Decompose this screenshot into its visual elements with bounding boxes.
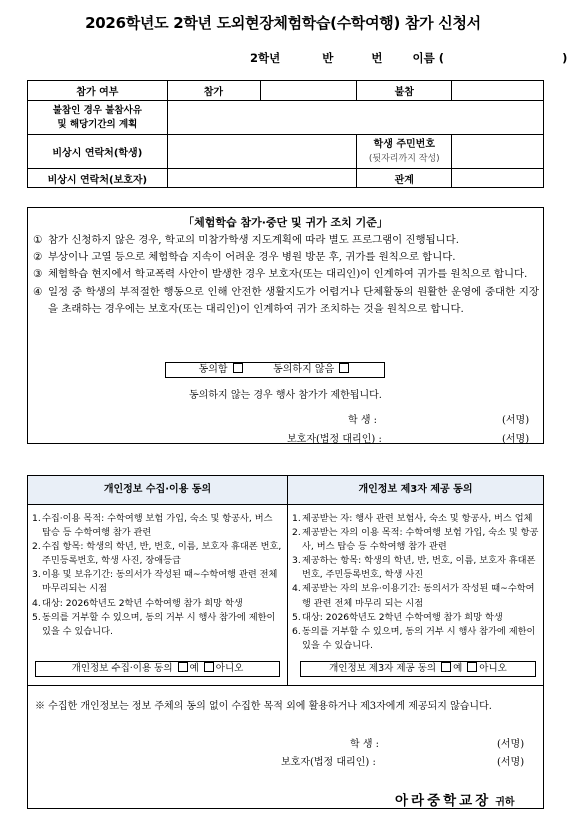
rules-consent-box: [165, 362, 385, 378]
rules-list: [33, 232, 539, 318]
collect-no-label: 아니오: [215, 663, 244, 674]
privacy-third-party-title: 개인정보 제3자 제공 동의: [288, 476, 543, 505]
application-form-table: [27, 80, 544, 188]
privacy-third-party-consent-box: 개인정보 제3자 제공 동의 예 아니오: [300, 661, 536, 677]
list-item: 5. 대상: 2026학년도 2학년 수학여행 참가 희망 학생: [292, 611, 503, 623]
absent-reason-field[interactable]: [167, 101, 543, 135]
privacy-section: [27, 475, 544, 809]
third-yes-label: 예: [453, 663, 463, 674]
rule-item: ③ 체험학습 현지에서 학교폭력 사안이 발생한 경우 보호자(또는 대리인)이 인계하여 귀가를 원칙으로 합니다.: [33, 268, 528, 281]
student-phone-label: 비상시 연락처(학생): [28, 135, 168, 169]
guardian-phone-label: 비상시 연락처(보호자): [28, 169, 168, 188]
third-yes-checkbox[interactable]: [441, 662, 451, 672]
rule-item: ④ 일정 중 학생의 부적절한 행동으로 인해 안전한 생활지도가 어렵거나 단체활동의 원활한 운영에 중대한 지장을 초래하는 경우에는 보호자(또는 대리인)이 인계하여 귀가 조치하는 것을 원칙으로 합니다.: [33, 285, 539, 315]
guardian-sign-label: 보호자(법정 대리인) :: [287, 434, 382, 445]
resident-number-field[interactable]: [452, 135, 544, 169]
consent-warning: 동의하지 않는 경우 행사 참가가 제한됩니다.: [189, 390, 382, 401]
agree-label: 동의함: [198, 364, 228, 375]
disagree-label: 동의하지 않음: [273, 364, 335, 375]
absent-label: 불참: [357, 81, 452, 101]
privacy-student-sign-label: 학 생 :: [350, 739, 380, 750]
guardian-sign-mark: (서명): [502, 434, 530, 445]
privacy-collect-consent-box: 개인정보 수집·이용 동의 예 아니오: [35, 661, 280, 677]
list-item: 5. 동의를 거부할 수 있으며, 동의 거부 시 행사 참가에 제한이 있을 수 있습니다.: [32, 611, 276, 637]
school-principal: [395, 789, 515, 809]
student-id-line: [250, 50, 567, 66]
list-item: 2. 제공받는 자의 이용 목적: 수학여행 보험 가입, 숙소 및 항공사, 버스 탑승 등 수학여행 참가 관련: [292, 527, 539, 553]
list-item: 4. 대상: 2026학년도 2학년 수학여행 참가 희망 학생: [32, 597, 243, 609]
collect-no-checkbox[interactable]: [204, 662, 214, 672]
guardian-phone-field[interactable]: [167, 169, 357, 188]
relation-field[interactable]: [452, 169, 544, 188]
participation-label: 참가 여부: [28, 81, 168, 101]
list-item: 6. 동의를 거부할 수 있으며, 동의 거부 시 행사 참가에 제한이 있을 수 있습니다.: [292, 625, 536, 651]
privacy-collect-title: 개인정보 수집·이용 동의: [28, 476, 287, 505]
attend-label: 참가: [167, 81, 260, 101]
grade-label: 2학년: [250, 51, 281, 65]
section-divider: [28, 685, 543, 686]
third-no-checkbox[interactable]: [467, 662, 477, 672]
privacy-third-party-list: [288, 505, 543, 653]
privacy-student-sign-mark: (서명): [497, 739, 525, 750]
school-name: 아라중학교장: [395, 793, 492, 809]
list-item: 1. 제공받는 자: 행사 관련 보험사, 숙소 및 항공사, 버스 업체: [292, 513, 533, 524]
page-title: 2026학년도 2학년 도외현장체험학습(수학여행) 참가 신청서: [85, 14, 481, 32]
rule-item: ① 참가 신청하지 않은 경우, 학교의 미참가학생 지도계획에 따라 별도 프로그램이 진행됩니다.: [33, 234, 460, 246]
student-phone-field[interactable]: [167, 135, 357, 169]
rules-title: 「체험학습 참가·중단 및 귀가 조치 기준」: [183, 216, 388, 229]
attend-check-cell[interactable]: [260, 81, 357, 101]
list-item: 3. 이용 및 보유기간: 동의서가 작성된 때~수학여행 관련 전체 마무리되는 시점: [32, 569, 278, 595]
privacy-note: ※ 수집한 개인정보는 정보 주체의 동의 없이 수집한 목적 외에 활용하거나 제3자에게 제공되지 않습니다.: [35, 701, 492, 712]
privacy-collect-column: [28, 476, 287, 685]
third-no-label: 아니오: [479, 663, 507, 674]
list-item: 4. 제공받는 자의 보유·이용기간: 동의서가 작성된 때~수학여행 관련 전체 마무리 되는 시점: [292, 583, 535, 609]
student-sign-label: 학 생 :: [348, 415, 378, 426]
name-label: 이름 (: [412, 51, 445, 65]
relation-label: 관계: [357, 169, 452, 188]
absent-check-cell[interactable]: [452, 81, 544, 101]
rule-item: ② 부상이나 고열 등으로 체험학습 지속이 어려운 경우 병원 방문 후, 귀가를 원칙으로 합니다.: [33, 251, 456, 264]
privacy-guardian-sign-mark: (서명): [497, 757, 525, 768]
name-close: ): [562, 51, 567, 65]
privacy-collect-list: [28, 505, 287, 639]
privacy-third-party-column: [288, 476, 543, 685]
number-label: 번: [371, 51, 383, 65]
collect-yes-label: 예: [189, 663, 199, 674]
list-item: 3. 제공하는 항목: 학생의 학년, 반, 번호, 이름, 보호자 휴대폰번호, 주민등록번호, 학생 사진: [292, 555, 536, 581]
student-sign-mark: (서명): [502, 415, 530, 426]
privacy-guardian-sign-label: 보호자(법정 대리인) :: [281, 757, 376, 768]
agree-checkbox[interactable]: [233, 363, 243, 373]
resident-number-label: 학생 주민번호 (뒷자리까지 작성): [357, 135, 452, 169]
rules-section: [27, 207, 544, 444]
list-item: 1. 수집·이용 목적: 수학여행 보험 가입, 숙소 및 항공사, 버스 탑승 등 수학여행 참가 관련: [32, 513, 273, 539]
class-label: 반: [322, 51, 334, 65]
addressee-suffix: 귀하: [495, 797, 515, 808]
collect-yes-checkbox[interactable]: [178, 662, 188, 672]
disagree-checkbox[interactable]: [339, 363, 349, 373]
absent-reason-label: 불참인 경우 불참사유 및 해당기간의 계획: [28, 101, 168, 135]
list-item: 2. 수집 항목: 학생의 학년, 반, 번호, 이름, 보호자 휴대폰 번호, 주민등록번호, 학생 사진, 장애등급: [32, 541, 282, 567]
